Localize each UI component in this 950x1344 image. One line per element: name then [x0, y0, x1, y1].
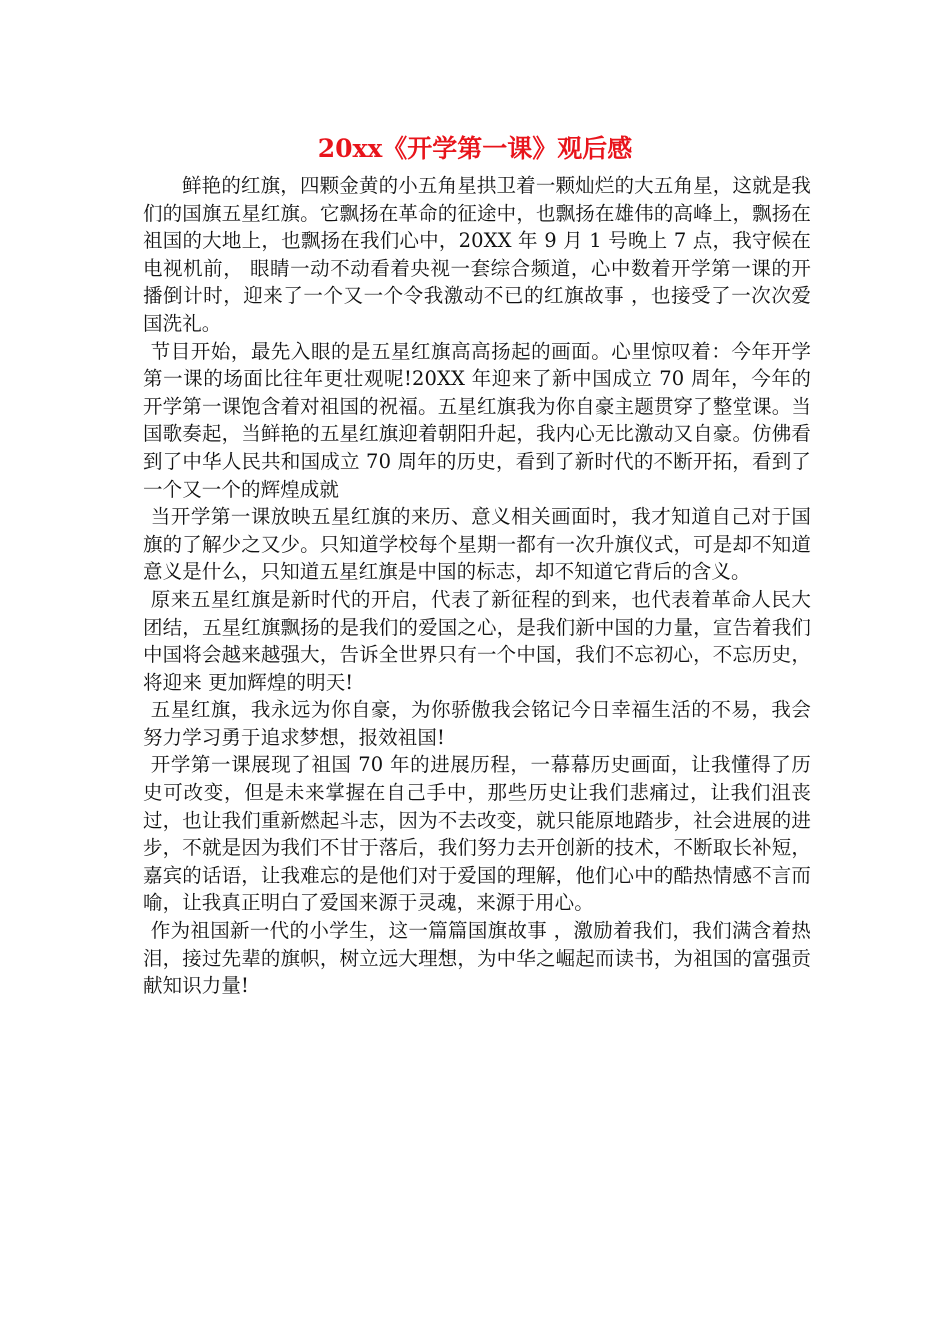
document-title: 20xx《开学第一课》观后感: [317, 134, 633, 163]
paragraph-5: 五星红旗，我永远为你自豪，为你骄傲我会铭记今日幸福生活的不易，我会努力学习勇于追求梦想，报效祖国!: [143, 698, 811, 749]
paragraph-4: 原来五星红旗是新时代的开启，代表了新征程的到来，也代表着革命人民大团结，五星红旗飘扬的是我们的爱国之心，是我们新中国的力量，宣告着我们中国将会越来越强大，告诉全世界只有一个中国，我们不忘初心，不忘历史，将迎来 更加辉煌的明天!: [143, 587, 811, 694]
paragraph-7: 作为祖国新一代的小学生，这一篇篇国旗故事 ，激励着我们，我们满含着热泪，接过先辈的旗帜，树立远大理想，为中华之崛起而读书，为祖国的富强贡献知识力量!: [143, 919, 811, 998]
paragraph-6: 开学第一课展现了祖国 70 年的进展历程，一幕幕历史画面，让我懂得了历史可改变，但是未来掌握在自己手中，那些历史让我们悲痛过，让我们沮丧过，也让我们重新燃起斗志，因为不去改变，就只能原地踏步，社会进展的进步，不就是因为我们不甘于落后，我们努力去开创新的技术，不断取长补短，嘉宾的话语，让我难忘的是他们对于爱国的理解，他们心中的酷热情感不言而喻，让我真正明白了爱国来源于灵魂，来源于用心。: [143, 753, 811, 915]
paragraph-1: 鲜艳的红旗，四颗金黄的小五角星拱卫着一颗灿烂的大五角星，这就是我们的国旗五星红旗。它飘扬在革命的征途中，也飘扬在雄伟的高峰上，飘扬在祖国的大地上，也飘扬在我们心中，20XX 年 9 月 1 号晚上 7 点，我守候在电视机前， 眼睛一动不动看着央视一套综合频道，心中数着开学第一课的开播倒计时，迎来了一个又一个令我激动不已的红旗故事 ，也接受了一次次爱国洗礼。: [143, 174, 811, 335]
paragraph-2: 节目开始，最先入眼的是五星红旗高高扬起的画面。心里惊叹着：今年开学第一课的场面比往年更壮观呢!20XX 年迎来了新中国成立 70 周年，今年的开学第一课饱含着对祖国的祝福。五星红旗我为你自豪主题贯穿了整堂课。当国歌奏起，当鲜艳的五星红旗迎着朝阳升起，我内心无比激动又自豪。仿佛看到了中华人民共和国成立 70 周年的历史，看到了新时代的不断开拓，看到了一个又一个的辉煌成就: [143, 339, 811, 501]
paragraph-3: 当开学第一课放映五星红旗的来历、意义相关画面时，我才知道自己对于国旗的了解少之又少。只知道学校每个星期一都有一次升旗仪式，可是却不知道意义是什么，只知道五星红旗是中国的标志，却不知道它背后的含义。: [143, 505, 811, 584]
document-body: [143, 172, 811, 1000]
